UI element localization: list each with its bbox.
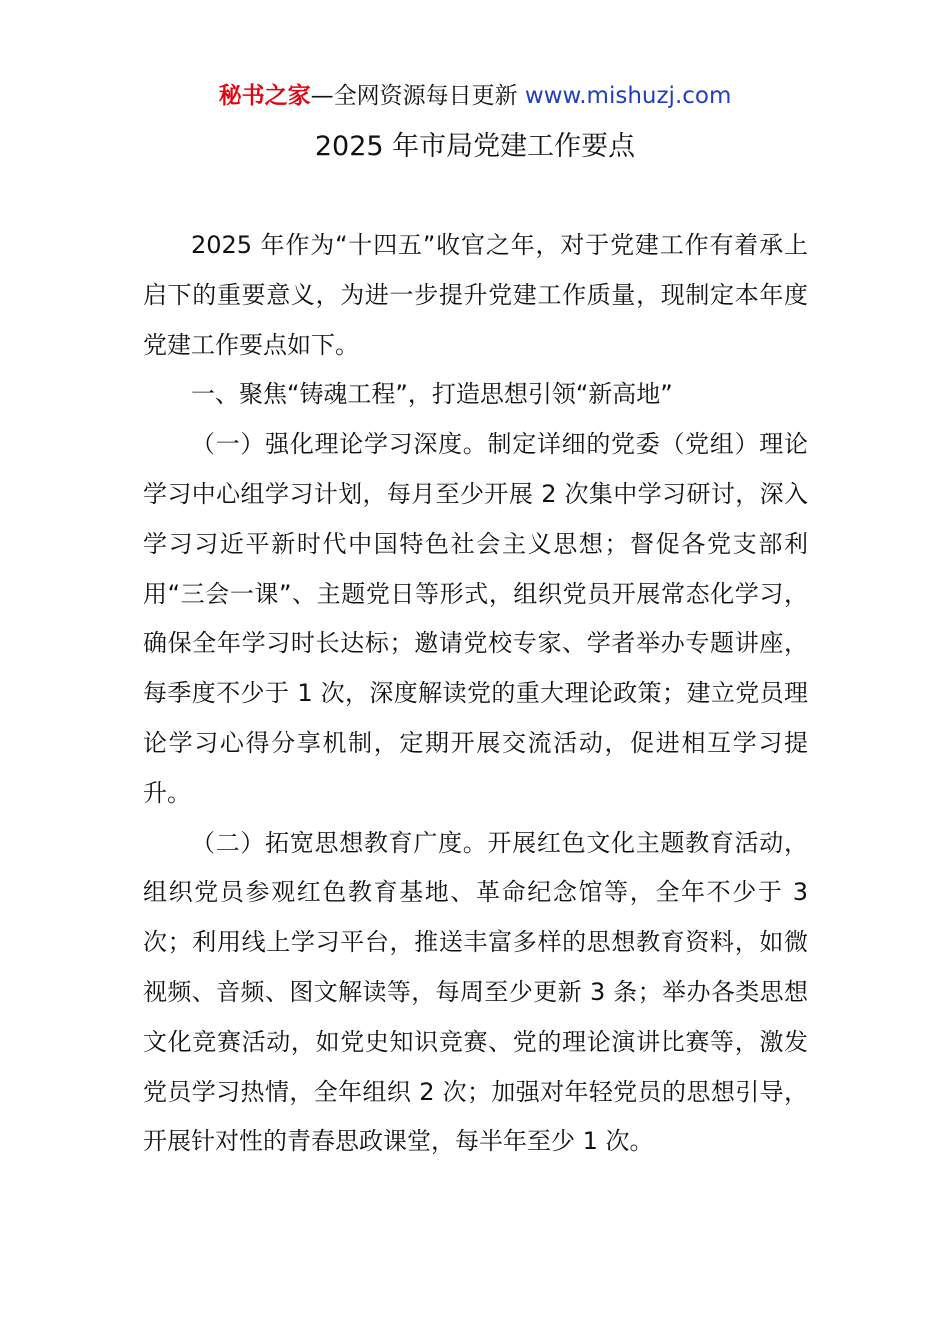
paragraph-item-2: （二）拓宽思想教育广度。开展红色文化主题教育活动，组织党员参观红色教育基地、革命纪念馆等，全年不少于 3 次；利用线上学习平台，推送丰富多样的思想教育资料，如微视频、音频、图文解读等，每周至少更新 3 条；举办各类思想文化竞赛活动，如党史知识竞赛、党的理论演讲比赛等，激发党员学习热情，全年组织 2 次；加强对年轻党员的思想引导，开展针对性的青春思政课堂，每半年至少 1 次。 <box>143 828 808 1156</box>
section-heading-1: 一、聚焦“铸魂工程”，打造思想引领“新高地” <box>191 380 673 409</box>
header-tagline: —全网资源每日更新 <box>310 83 525 109</box>
brand-name: 秘书之家 <box>218 83 311 109</box>
document-title: 2025 年市局党建工作要点 <box>314 131 636 162</box>
document-body <box>143 221 808 1167</box>
site-url-link[interactable]: www.mishuzj.com <box>524 83 732 109</box>
paragraph-intro: 2025 年作为“十四五”收官之年，对于党建工作有着承上启下的重要意义，为进一步提升党建工作质量，现制定本年度党建工作要点如下。 <box>143 231 808 359</box>
paragraph-item-1: （一）强化理论学习深度。制定详细的党委（党组）理论学习中心组学习计划，每月至少开展 2 次集中学习研讨，深入学习习近平新时代中国特色社会主义思想；督促各党支部利用“三会一课”、主题党日等形式，组织党员开展常态化学习，确保全年学习时长达标；邀请党校专家、学者举办专题讲座，每季度不少于 1 次，深度解读党的重大理论政策；建立党员理论学习心得分享机制，定期开展交流活动，促进相互学习提升。 <box>143 430 808 807</box>
site-header <box>0 80 950 112</box>
